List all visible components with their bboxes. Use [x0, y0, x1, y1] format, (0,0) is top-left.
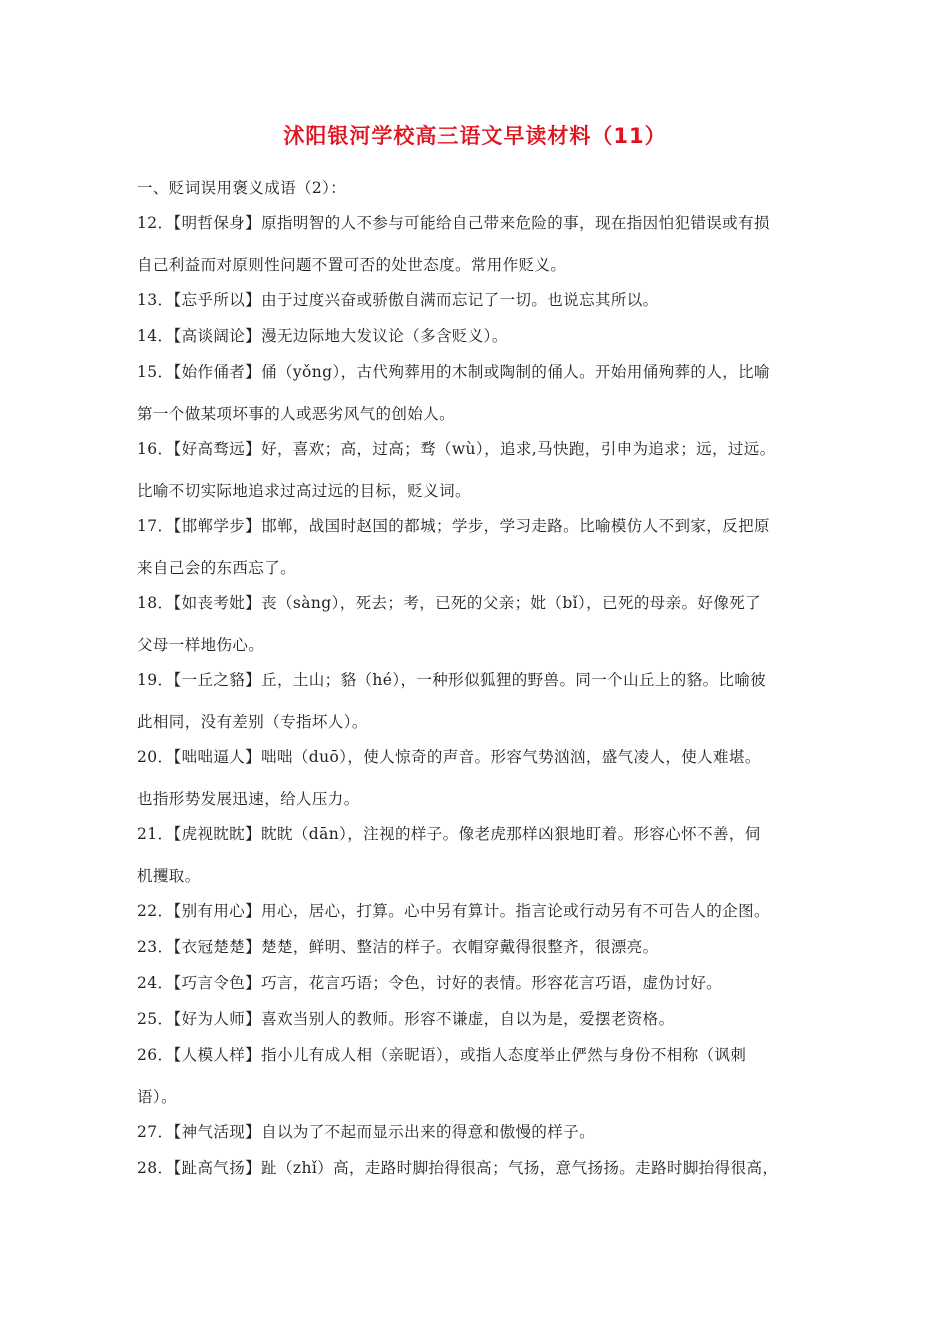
entry-26-line2: 语）。 [137, 1088, 177, 1106]
entry-14-line1: 14．【高谈阔论】漫无边际地大发议论（多含贬义）。 [137, 327, 508, 345]
entry-21-line2: 机攫取。 [137, 867, 201, 885]
entry-15-line2: 第一个做某项坏事的人或恶劣风气的创始人。 [137, 405, 456, 423]
entry-19-line2: 此相同，没有差别（专指坏人）。 [137, 713, 368, 731]
entry-25-line1: 25．【好为人师】喜欢当别人的教师。形容不谦虚，自以为是，爱摆老资格。 [137, 1010, 675, 1028]
entry-21-line1: 21．【虎视眈眈】眈眈（dān），注视的样子。像老虎那样凶狠地盯着。形容心怀不善，伺 [137, 825, 761, 843]
entry-28-line1: 28．【趾高气扬】趾（zhǐ）高，走路时脚抬得很高；气扬，意气扬扬。走路时脚抬得很高， [137, 1159, 779, 1177]
entry-12-line1: 12．【明哲保身】原指明智的人不参与可能给自己带来危险的事，现在指因怕犯错误或有损 [137, 214, 770, 232]
entry-27-line1: 27．【神气活现】自以为了不起而显示出来的得意和傲慢的样子。 [137, 1123, 595, 1141]
entry-17-line2: 来自己会的东西忘了。 [137, 559, 297, 577]
entry-22-line1: 22．【别有用心】用心，居心，打算。心中另有算计。指言论或行动另有不可告人的企图。 [137, 902, 770, 920]
entry-16-line1: 16．【好高骛远】好，喜欢；高，过高；骛（wù），追求,马快跑，引申为追求；远，过远。 [137, 440, 776, 458]
entry-18-line1: 18．【如丧考妣】丧（sàng），死去；考，已死的父亲；妣（bǐ），已死的母亲。好像死了 [137, 594, 762, 612]
entry-16-line2: 比喻不切实际地追求过高过远的目标，贬义词。 [137, 482, 471, 500]
entry-20-line1: 20．【咄咄逼人】咄咄（duō），使人惊奇的声音。形容气势汹汹，盛气凌人，使人难堪。 [137, 748, 761, 766]
entry-12-line2: 自己利益而对原则性问题不置可否的处世态度。常用作贬义。 [137, 256, 567, 274]
entry-15-line1: 15．【始作俑者】俑（yǒng），古代殉葬用的木制或陶制的俑人。开始用俑殉葬的人，比喻 [137, 363, 770, 381]
entry-23-line1: 23．【衣冠楚楚】楚楚，鲜明、整洁的样子。衣帽穿戴得很整齐，很漂亮。 [137, 938, 659, 956]
entry-20-line2: 也指形势发展迅速，给人压力。 [137, 790, 360, 808]
document-title: 沭阳银河学校高三语文早读材料（11） [283, 124, 667, 148]
entry-18-line2: 父母一样地伤心。 [137, 636, 265, 654]
entry-13-line1: 13．【忘乎所以】由于过度兴奋或骄傲自满而忘记了一切。也说忘其所以。 [137, 291, 659, 309]
entry-19-line1: 19．【一丘之貉】丘，土山；貉（hé），一种形似狐狸的野兽。同一个山丘上的貉。比喻彼 [137, 671, 767, 689]
entry-17-line1: 17．【邯郸学步】邯郸，战国时赵国的都城；学步，学习走路。比喻模仿人不到家，反把原 [137, 517, 770, 535]
entry-24-line1: 24．【巧言令色】巧言，花言巧语；令色，讨好的表情。形容花言巧语，虚伪讨好。 [137, 974, 723, 992]
section-heading: 一、贬词误用褒义成语（2）： [137, 179, 347, 197]
entry-26-line1: 26．【人模人样】指小儿有成人相（亲昵语），或指人态度举止俨然与身份不相称（讽刺 [137, 1046, 747, 1064]
